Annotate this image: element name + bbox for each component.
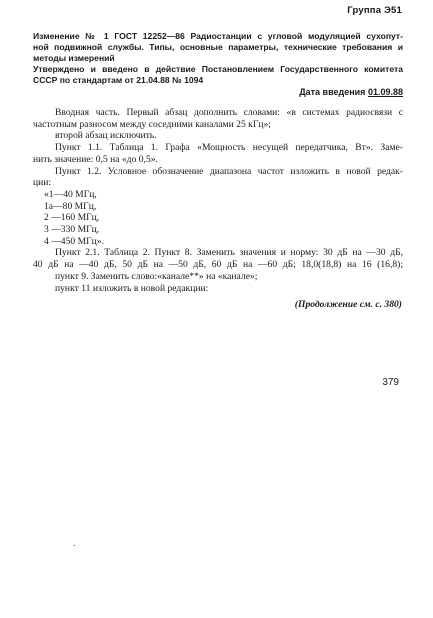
body-line: пункт 9. Заменить слово:«канале**» на «канале»;	[55, 270, 258, 282]
body-line: ции:	[33, 177, 52, 189]
body-line: Пункт 1.1. Таблица 1. Графа «Мощность несущей передатчика, Вт». Заме-	[55, 142, 403, 154]
body-line: нить значение: 0,5 на «до 0,5».	[33, 153, 158, 165]
continued-note: (Продолжение см. с. 380)	[294, 299, 402, 310]
amendment-title-line: ной подвижной службы. Типы, основные параметры, технические требования и	[33, 42, 403, 52]
amendment-title	[33, 31, 403, 64]
frequency-range-item: 1а—80 МГц,	[44, 200, 97, 212]
scan-speck	[74, 545, 75, 546]
body-line: Пункт 2.1. Таблица 2. Пункт 8. Заменить значения и норму: 30 дБ на —30 дБ,	[55, 247, 403, 259]
body-line: Вводная часть. Первый абзац дополнить словами: «в системах радиосвязи с	[55, 107, 403, 118]
body-line: частотным разносом между соседними каналами 25 кГц»;	[33, 118, 271, 130]
effective-date-value: 01.09.88	[367, 87, 403, 97]
effective-date	[299, 87, 403, 97]
frequency-range-item: 4 —450 МГц».	[44, 235, 104, 247]
effective-date-label: Дата введения	[299, 87, 366, 97]
body-line: 40 дБ на —40 дБ, 50 дБ на —50 дБ, 60 дБ на —60 дБ; 18,0(18,8) на 16 (16,8);	[33, 259, 403, 271]
frequency-range-item: «1—40 МГц,	[44, 188, 97, 200]
amendment-title-line: Изменение № 1 ГОСТ 12252—86 Радиостанции с угловой модуляцией сухопут-	[33, 31, 403, 41]
body-line: пункт 11 изложить в новой редакции:	[55, 282, 209, 294]
frequency-range-item: 2 —160 МГц,	[44, 212, 100, 224]
body-line: второй абзац исключить.	[55, 130, 157, 142]
approval-line: СССР по стандартам от 21.04.88 № 1094	[33, 75, 204, 85]
approval-statement	[33, 64, 403, 86]
approval-line: Утверждено и введено в действие Постановлением Государственного комитета	[33, 64, 403, 74]
body-line: Пункт 1.2. Условное обозначение диапазона частот изложить в новой редак-	[55, 165, 403, 177]
group-label: Группа Э51	[347, 5, 402, 16]
amendment-body	[33, 107, 403, 294]
page-number: 379	[382, 377, 399, 388]
amendment-title-line: методы измерений	[33, 53, 115, 63]
frequency-range-item: 3 —330 МГц,	[44, 224, 100, 236]
